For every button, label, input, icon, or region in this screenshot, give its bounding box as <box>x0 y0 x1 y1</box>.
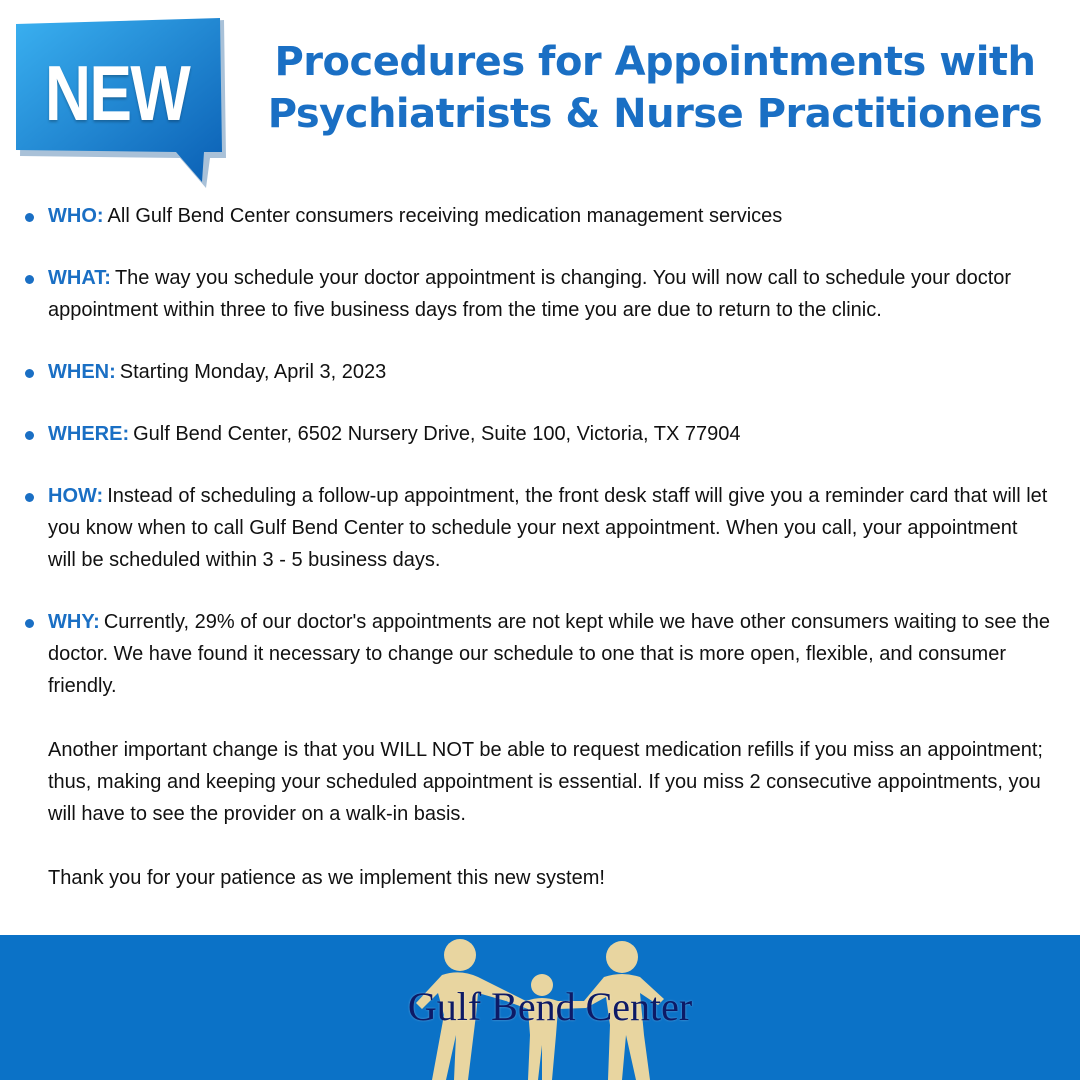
bullet-icon <box>25 493 34 502</box>
item-text: Currently, 29% of our doctor's appointments are not kept while we have other consumers waiting to see the doctor. We have found it necessary to change our schedule to one that is more open, flexible, and consumer friendly. <box>48 611 1051 697</box>
closing-note: Thank you for your patience as we implement this new system! <box>48 867 605 889</box>
item-text: Starting Monday, April 3, 2023 <box>119 361 387 383</box>
list-item-when <box>0 356 1080 388</box>
bullet-icon <box>25 275 34 284</box>
item-text: Gulf Bend Center, 6502 Nursery Drive, Suite 100, Victoria, TX 77904 <box>133 423 741 445</box>
item-label: WHEN: <box>48 361 116 383</box>
badge-label: NEW <box>44 49 190 137</box>
item-label: WHO: <box>48 205 104 227</box>
item-label: WHY: <box>48 611 100 633</box>
title-line-1: Procedures for Appointments with <box>274 39 1036 85</box>
item-label: HOW: <box>48 485 104 507</box>
list-item-why <box>0 606 1080 894</box>
logo-wordmark: Gulf Bend Center <box>407 984 693 1029</box>
list-item-how <box>0 480 1080 576</box>
item-text: Instead of scheduling a follow-up appointment, the front desk staff will give you a reminder card that will let you know when to call Gulf Bend Center to schedule your next appointment. When you call, your appointment will be scheduled within 3 - 5 business days. <box>48 485 1048 571</box>
list-item-where <box>0 418 1080 450</box>
info-list <box>0 200 1080 924</box>
list-item-who <box>0 200 1080 232</box>
bullet-icon <box>25 431 34 440</box>
gulf-bend-center-logo <box>360 935 730 1080</box>
bullet-icon <box>25 369 34 378</box>
footer-bar <box>0 935 1080 1080</box>
item-label: WHAT: <box>48 267 111 289</box>
title-line-2: Psychiatrists & Nurse Practitioners <box>267 91 1043 137</box>
list-item-what <box>0 262 1080 326</box>
bullet-icon <box>25 213 34 222</box>
bullet-icon <box>25 619 34 628</box>
new-badge <box>14 18 230 190</box>
item-label: WHERE: <box>48 423 130 445</box>
item-text: All Gulf Bend Center consumers receiving medication management services <box>107 205 783 227</box>
page-title <box>240 36 1070 140</box>
item-text: The way you schedule your doctor appointment is changing. You will now call to schedule your doctor appointment within three to five business days from the time you are due to return to the clinic. <box>48 267 1012 321</box>
why-extra-paragraph: Another important change is that you WILL NOT be able to request medication refills if you miss an appointment; thus, making and keeping your scheduled appointment is essential. If you miss 2 consecutive appointments, you will have to see the provider on a walk-in basis. <box>48 739 1043 825</box>
